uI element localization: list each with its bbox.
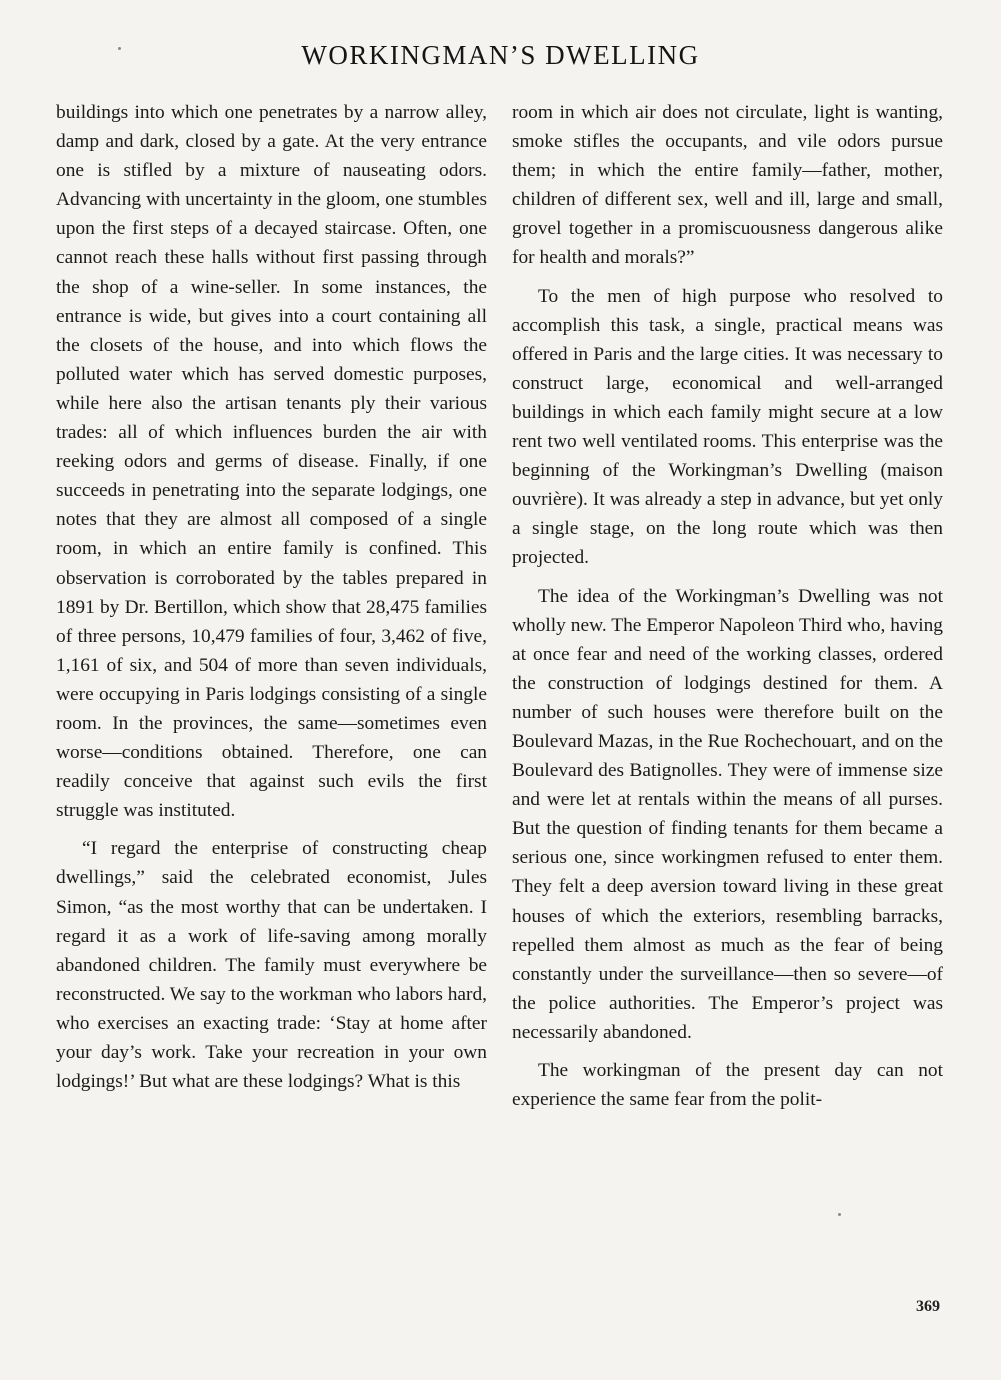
right-paragraph-3: The idea of the Workingman’s Dwelling was not wholly new. The Emperor Napoleon Third who, having at once fear and need of the working classes, ordered the construction of lodgings destined for them. A number of such houses were therefore built on the Boulevard Mazas, in the Rue Rochechouart, and on the Boulevard des Batignolles. They were of immense size and were let at rentals within the means of all purses. But the question of finding tenants for them became a serious one, since workingmen refused to enter them. They felt a deep aversion toward living in these great houses of which the exteriors, resembling barracks, repelled them almost as much as the fear of being constantly under the surveillance—then so severe—of the police authorities. The Emperor’s project was necessarily abandoned. xyxy=(512,585,943,1043)
right-paragraph-2: To the men of high purpose who resolved to accomplish this task, a single, practical means was offered in Paris and the large cities. It was necessary to construct large, economical and well-arranged buildings in which each family might secure at a low rent two well ventilated rooms. This enterprise was the beginning of the Workingman’s Dwelling (maison ouvrière). It was already a step in advance, but yet only a single stage, on the long route which was then projected. xyxy=(512,285,943,569)
print-speck xyxy=(118,47,121,50)
left-column xyxy=(56,98,487,1096)
page-number: 369 xyxy=(916,1298,940,1315)
left-paragraph-1: buildings into which one penetrates by a narrow alley, damp and dark, closed by a gate. At the very entrance one is stifled by a mixture of nauseating odors. Advancing with uncertainty in the gloom, one stumbles upon the first steps of a decayed staircase. Often, one cannot reach these halls without first passing through the shop of a wine-seller. In some instances, the entrance is wide, but gives into a court containing all the closets of the house, and into which flows the polluted water which has served domestic purposes, while here also the artisan tenants ply their various trades: all of which influences burden the air with reeking odors and germs of disease. Finally, if one succeeds in penetrating into the separate lodgings, one notes that they are almost all composed of a single room, in which an entire family is confined. This observation is corroborated by the tables prepared in 1891 by Dr. Bertillon, which show that 28,475 families of three persons, 10,479 families of four, 3,462 of five, 1,161 of six, and 504 of more than seven individuals, were occupying in Paris lodgings consisting of a single room. In the provinces, the same—sometimes even worse—conditions obtained. Therefore, one can readily conceive that against such evils the first struggle was instituted. xyxy=(56,102,487,822)
left-paragraph-2-quote: “I regard the enterprise of constructing cheap dwellings,” said the celebrated economist, Jules Simon, “as the most worthy that can be undertaken. I regard it as a work of life-saving among morally abandoned children. The family must everywhere be reconstructed. We say to the workman who labors hard, who exercises an exacting trade: ‘Stay at home after your day’s work. Take your recreation in your own lodgings!’ But what are these lodgings? What is this xyxy=(56,838,488,1093)
right-paragraph-1: room in which air does not circulate, light is wanting, smoke stifles the occupants, and vile odors pursue them; in which the entire family—father, mother, children of different sex, well and ill, large and small, grovel together in a promiscuousness dangerous alike for health and morals?” xyxy=(512,102,943,269)
right-paragraph-4: The workingman of the present day can not experience the same fear from the polit- xyxy=(512,1060,943,1111)
right-column xyxy=(512,98,943,1114)
running-title: WORKINGMAN’S DWELLING xyxy=(301,40,700,70)
print-speck xyxy=(838,1213,841,1216)
